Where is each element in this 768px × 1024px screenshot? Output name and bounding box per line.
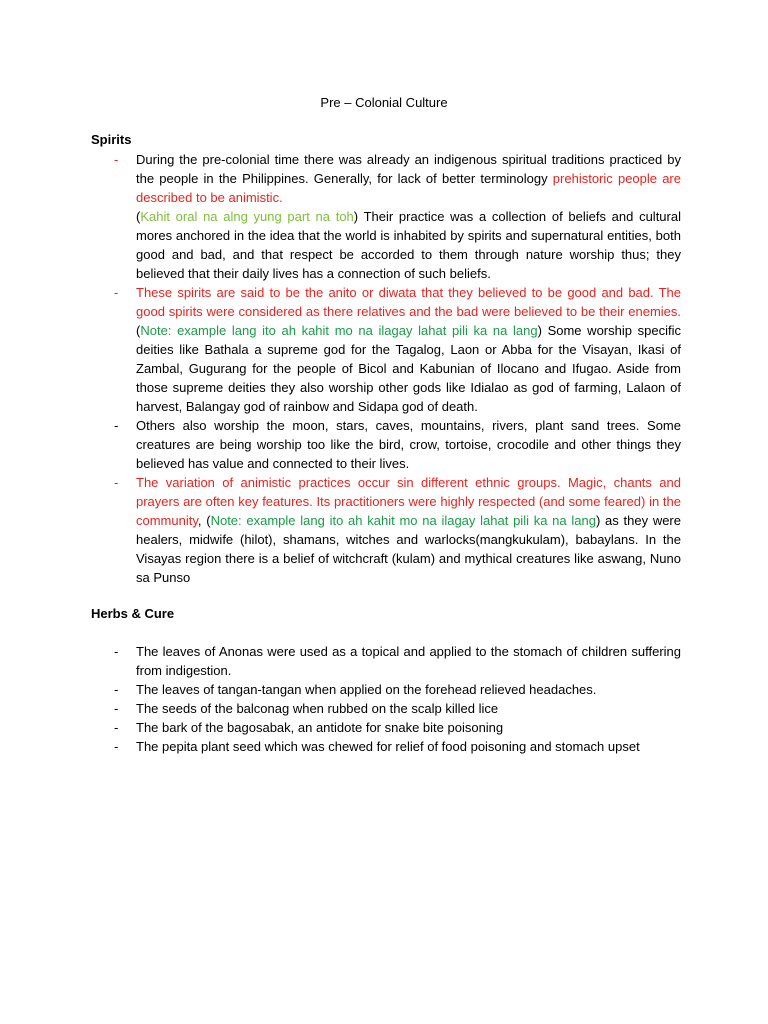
list-item xyxy=(91,718,681,737)
item-highlight: prehistoric people are described to be animistic. xyxy=(136,171,681,205)
page-title: Pre – Colonial Culture xyxy=(320,95,448,110)
bullet-dash: - xyxy=(114,682,119,697)
bullet-dash: - xyxy=(114,152,119,167)
list-item xyxy=(91,699,681,718)
section-heading-spirits: Spirits xyxy=(91,132,132,147)
item-text: ) Some worship specific deities like Bathala a supreme god for the Tagalog, Laon or Abba for the Visayan, Ikasi of Zambal, Gugurang for the people of Bicol and Kabunian of Ilocano and Ifugao. Aside from those supreme deities they also worship other gods like Idialao as god of farming, Lalaon of harvest, Balangay god of rainbow and Sidapa god of death. xyxy=(136,323,681,414)
list-item xyxy=(91,737,681,756)
item-text: The leaves of tangan-tangan when applied on the forehead relieved headaches. xyxy=(136,682,597,697)
item-highlight: The variation of animistic practices occur sin different ethnic groups. Magic, chants and prayers are often key features. Its practitioners were highly respected (and some feared) in the community xyxy=(136,475,681,528)
item-highlight: These spirits are said to be the anito or diwata that they believed to be good and bad. The good spirits were considered as there relatives and the bad were believed to be their enemies. xyxy=(136,285,681,319)
herbs-list xyxy=(91,642,681,756)
item-text: ( xyxy=(136,323,141,338)
item-text: The seeds of the balconag when rubbed on the scalp killed lice xyxy=(136,701,499,716)
spirits-list xyxy=(91,150,681,587)
list-item xyxy=(91,150,681,283)
list-item xyxy=(91,416,681,473)
bullet-dash: - xyxy=(114,475,119,490)
item-text: ) Their practice was a collection of beliefs and cultural mores anchored in the idea that the world is inhabited by spirits and supernatural entities, both good and bad, and that respect be accorded to them through nature worship thus; they believed that their daily lives has a connection of such beliefs. xyxy=(136,209,681,281)
item-text: , ( xyxy=(197,513,211,528)
bullet-dash: - xyxy=(114,285,119,300)
list-item xyxy=(91,283,681,416)
item-note: Note: example lang ito ah kahit mo na ilagay lahat pili ka na lang xyxy=(210,513,596,528)
bullet-dash: - xyxy=(114,739,119,754)
item-note: Note: example lang ito ah kahit mo na ilagay lahat pili ka na lang xyxy=(140,323,538,338)
bullet-dash: - xyxy=(114,644,119,659)
list-item xyxy=(91,680,681,699)
section-heading-herbs: Herbs & Cure xyxy=(91,606,175,621)
item-text: The pepita plant seed which was chewed for relief of food poisoning and stomach upset xyxy=(136,739,640,754)
bullet-dash: - xyxy=(114,418,119,433)
item-text: ( xyxy=(136,209,141,224)
item-text: During the pre-colonial time there was already an indigenous spiritual traditions practiced by the people in the Philippines. Generally, for lack of better terminology xyxy=(136,152,681,186)
bullet-dash: - xyxy=(114,701,119,716)
item-text: Others also worship the moon, stars, caves, mountains, rivers, plant sand trees. Some creatures are being worship too like the bird, crow, tortoise, crocodile and other things they believed has value and connected to their lives. xyxy=(136,418,681,471)
list-item xyxy=(91,473,681,587)
bullet-dash: - xyxy=(114,720,119,735)
item-text: ) as they were healers, midwife (hilot), shamans, witches and warlocks(mangkukulam), babaylans. In the Visayas region there is a belief of witchcraft (kulam) and mythical creatures like aswang, Nuno sa Punso xyxy=(136,513,681,585)
item-text: The leaves of Anonas were used as a topical and applied to the stomach of children suffering from indigestion. xyxy=(136,644,681,678)
item-note: Kahit oral na alng yung part na toh xyxy=(140,209,354,224)
list-item xyxy=(91,642,681,680)
item-text: The bark of the bagosabak, an antidote for snake bite poisoning xyxy=(136,720,504,735)
